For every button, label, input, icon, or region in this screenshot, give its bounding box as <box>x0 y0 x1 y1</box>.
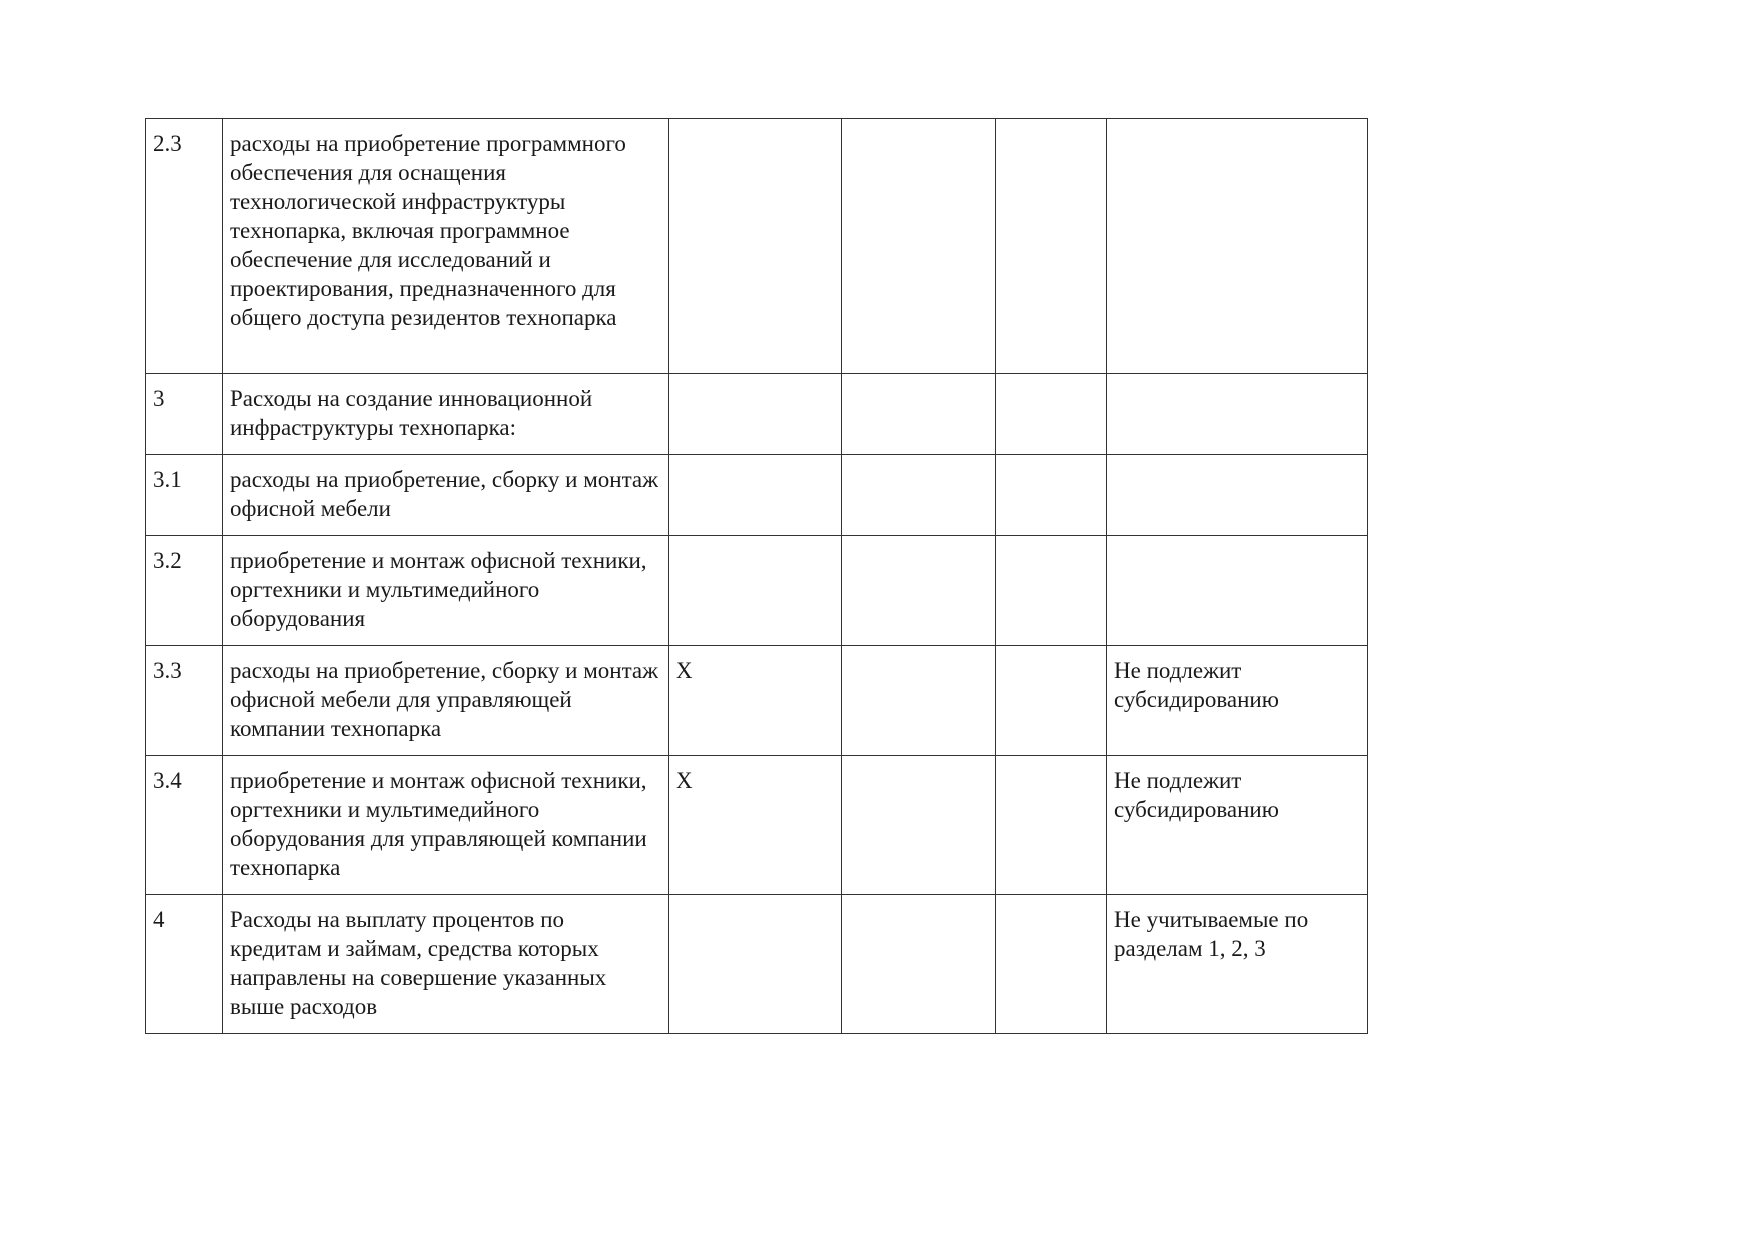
column-c-cell <box>996 895 1107 1034</box>
column-b-cell <box>842 536 996 646</box>
row-number-cell: 2.3 <box>146 119 223 374</box>
column-a-cell <box>669 374 842 455</box>
expense-name-cell: приобретение и монтаж офисной техники, оргтехники и мультимедийного оборудования для управляющей компании технопарка <box>223 756 669 895</box>
column-c-cell <box>996 646 1107 756</box>
row-number-cell: 3.3 <box>146 646 223 756</box>
note-cell: Не подлежит субсидированию <box>1107 756 1368 895</box>
column-a-cell <box>669 895 842 1034</box>
column-c-cell <box>996 756 1107 895</box>
column-c-cell <box>996 536 1107 646</box>
expense-name-cell: расходы на приобретение, сборку и монтаж офисной мебели для управляющей компании технопарка <box>223 646 669 756</box>
column-b-cell <box>842 646 996 756</box>
note-cell <box>1107 536 1368 646</box>
column-c-cell <box>996 455 1107 536</box>
expense-name-cell: расходы на приобретение, сборку и монтаж офисной мебели <box>223 455 669 536</box>
expense-name-cell: Расходы на создание инновационной инфраструктуры технопарка: <box>223 374 669 455</box>
row-number-cell: 3.2 <box>146 536 223 646</box>
column-a-cell: X <box>669 756 842 895</box>
expense-name-cell: расходы на приобретение программного обеспечения для оснащения технологической инфраструктуры технопарка, включая программное обеспечение для исследований и проектирования, предназначенного для общего доступа резидентов технопарка <box>223 119 669 374</box>
column-b-cell <box>842 895 996 1034</box>
column-a-cell: X <box>669 646 842 756</box>
note-cell <box>1107 119 1368 374</box>
expense-name-cell: приобретение и монтаж офисной техники, оргтехники и мультимедийного оборудования <box>223 536 669 646</box>
row-number-cell: 3.1 <box>146 455 223 536</box>
note-cell <box>1107 374 1368 455</box>
column-a-cell <box>669 455 842 536</box>
column-b-cell <box>842 374 996 455</box>
table-row <box>146 455 1368 536</box>
column-b-cell <box>842 455 996 536</box>
table-row <box>146 536 1368 646</box>
row-number-cell: 3 <box>146 374 223 455</box>
table-row <box>146 756 1368 895</box>
table-row <box>146 895 1368 1034</box>
column-b-cell <box>842 119 996 374</box>
row-number-cell: 3.4 <box>146 756 223 895</box>
column-b-cell <box>842 756 996 895</box>
column-c-cell <box>996 119 1107 374</box>
note-cell: Не учитываемые по разделам 1, 2, 3 <box>1107 895 1368 1034</box>
table-row <box>146 646 1368 756</box>
row-number-cell: 4 <box>146 895 223 1034</box>
column-a-cell <box>669 536 842 646</box>
expenses-table <box>145 118 1368 1034</box>
table-row <box>146 119 1368 374</box>
expense-name-cell: Расходы на выплату процентов по кредитам и займам, средства которых направлены на совершение указанных выше расходов <box>223 895 669 1034</box>
note-cell <box>1107 455 1368 536</box>
column-c-cell <box>996 374 1107 455</box>
table-row <box>146 374 1368 455</box>
column-a-cell <box>669 119 842 374</box>
note-cell: Не подлежит субсидированию <box>1107 646 1368 756</box>
